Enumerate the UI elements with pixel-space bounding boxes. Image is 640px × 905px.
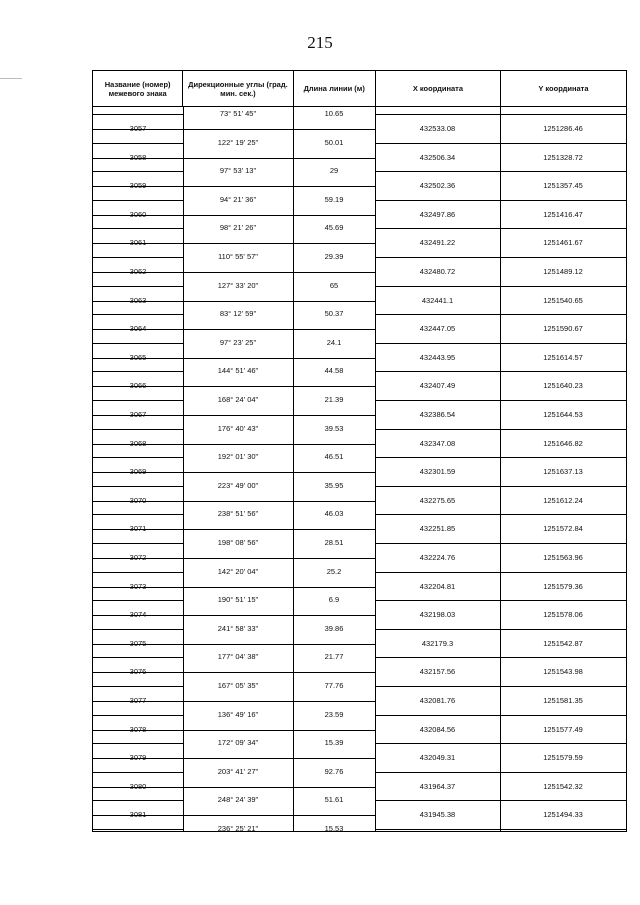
y-coordinate-cell: 1251540.65 xyxy=(543,296,583,305)
boundary-marks-table xyxy=(92,70,627,832)
row-divider xyxy=(293,186,375,187)
row-divider xyxy=(93,129,183,130)
row-divider xyxy=(93,514,183,515)
x-coordinate-cell: 432506.34 xyxy=(419,153,456,162)
directional-angle-cell: 136° 49' 16" xyxy=(217,710,259,719)
row-divider xyxy=(500,228,626,229)
y-coordinate-cell: 1251614.57 xyxy=(543,353,583,362)
mark-name-cell: 3064 xyxy=(129,324,147,333)
row-divider xyxy=(183,415,293,416)
line-length-cell: 39.53 xyxy=(324,424,344,433)
row-divider xyxy=(293,272,375,273)
y-coordinate-cell: 1251640.23 xyxy=(543,381,583,390)
x-coordinate-cell: 432251.85 xyxy=(419,524,456,533)
mark-name-cell: 3065 xyxy=(129,353,147,362)
line-length-cell: 23.59 xyxy=(324,710,344,719)
row-divider xyxy=(293,358,375,359)
row-divider xyxy=(93,472,183,473)
directional-angle-cell: 190° 51' 15" xyxy=(217,595,259,604)
x-coordinate-cell: 432502.36 xyxy=(419,181,456,190)
row-divider xyxy=(183,444,293,445)
row-divider xyxy=(375,800,500,801)
row-divider xyxy=(500,657,626,658)
row-divider xyxy=(375,686,500,687)
y-coordinate-cell: 1251563.96 xyxy=(543,553,583,562)
row-divider xyxy=(500,200,626,201)
row-divider xyxy=(183,672,293,673)
line-length-cell: 44.58 xyxy=(324,366,344,375)
line-length-cell: 77.76 xyxy=(324,681,344,690)
row-divider xyxy=(183,501,293,502)
y-coordinate-cell: 1251590.67 xyxy=(543,324,583,333)
row-divider xyxy=(375,514,500,515)
row-divider xyxy=(293,158,375,159)
x-coordinate-cell: 432497.86 xyxy=(419,210,456,219)
row-divider xyxy=(293,243,375,244)
row-divider xyxy=(293,129,375,130)
row-divider xyxy=(500,314,626,315)
row-divider xyxy=(93,343,183,344)
line-length-cell: 6.9 xyxy=(328,595,340,604)
directional-angle-cell: 167° 05' 35" xyxy=(217,681,259,690)
mark-name-cell: 3067 xyxy=(129,410,147,419)
y-coordinate-cell: 1251644.53 xyxy=(543,410,583,419)
row-divider xyxy=(375,400,500,401)
x-coordinate-cell: 432443.95 xyxy=(419,353,456,362)
mark-name-cell: 3077 xyxy=(129,696,147,705)
row-divider xyxy=(183,644,293,645)
row-divider xyxy=(183,158,293,159)
x-coordinate-cell: 432480.72 xyxy=(419,267,456,276)
row-divider xyxy=(500,257,626,258)
row-divider xyxy=(183,730,293,731)
row-divider xyxy=(375,657,500,658)
row-divider xyxy=(93,657,183,658)
row-divider xyxy=(375,629,500,630)
line-length-cell: 15.53 xyxy=(324,824,344,833)
directional-angle-cell: 97° 53' 13" xyxy=(219,166,257,175)
directional-angle-cell: 168° 24' 04" xyxy=(217,395,259,404)
mark-name-cell: 3069 xyxy=(129,467,147,476)
mark-name-cell: 3071 xyxy=(129,524,147,533)
row-divider xyxy=(500,543,626,544)
row-divider xyxy=(293,472,375,473)
row-divider xyxy=(93,501,183,502)
row-divider xyxy=(183,701,293,702)
header-y-coordinate: Y координата xyxy=(538,84,589,93)
directional-angle-cell: 110° 55' 57" xyxy=(218,252,258,261)
directional-angle-cell: 236° 25' 21" xyxy=(217,824,259,833)
directional-angle-cell: 142° 20' 04" xyxy=(217,567,259,576)
row-divider xyxy=(375,343,500,344)
y-coordinate-cell: 1251646.82 xyxy=(543,439,583,448)
x-coordinate-cell: 432224.76 xyxy=(419,553,456,562)
x-coordinate-cell: 432301.59 xyxy=(419,467,456,476)
line-length-cell: 10.65 xyxy=(324,109,344,118)
line-length-cell: 46.03 xyxy=(324,509,344,518)
row-divider xyxy=(293,730,375,731)
row-divider xyxy=(500,629,626,630)
row-divider xyxy=(375,200,500,201)
x-coordinate-cell: 432441.1 xyxy=(421,296,454,305)
row-divider xyxy=(500,743,626,744)
line-length-cell: 59.19 xyxy=(324,195,344,204)
y-coordinate-cell: 1251328.72 xyxy=(543,153,583,162)
row-divider xyxy=(93,686,183,687)
mark-name-cell: 3061 xyxy=(129,238,147,247)
x-coordinate-cell: 432407.49 xyxy=(419,381,456,390)
y-coordinate-cell: 1251581.35 xyxy=(543,696,583,705)
row-divider xyxy=(293,386,375,387)
mark-name-cell: 3063 xyxy=(129,296,147,305)
mark-name-cell: 3081 xyxy=(129,810,147,819)
row-divider xyxy=(183,386,293,387)
table-header xyxy=(92,70,627,107)
row-divider xyxy=(500,143,626,144)
row-divider xyxy=(93,730,183,731)
row-divider xyxy=(375,286,500,287)
row-divider xyxy=(375,171,500,172)
row-divider xyxy=(375,114,500,115)
row-divider xyxy=(93,186,183,187)
directional-angle-cell: 97° 23' 25" xyxy=(219,338,257,347)
mark-name-cell: 3078 xyxy=(129,725,147,734)
mark-name-cell: 3072 xyxy=(129,553,147,562)
row-divider xyxy=(375,772,500,773)
row-divider xyxy=(500,429,626,430)
mark-name-cell: 3074 xyxy=(129,610,147,619)
row-divider xyxy=(93,415,183,416)
line-length-cell: 15.39 xyxy=(324,738,344,747)
row-divider xyxy=(375,572,500,573)
directional-angle-cell: 241° 58' 33" xyxy=(217,624,259,633)
row-divider xyxy=(293,529,375,530)
row-divider xyxy=(293,558,375,559)
row-divider xyxy=(293,415,375,416)
row-divider xyxy=(93,400,183,401)
row-divider xyxy=(183,558,293,559)
line-length-cell: 46.51 xyxy=(324,452,344,461)
y-coordinate-cell: 1251542.87 xyxy=(543,639,583,648)
row-divider xyxy=(93,429,183,430)
row-divider xyxy=(500,772,626,773)
row-divider xyxy=(93,243,183,244)
row-divider xyxy=(500,457,626,458)
row-divider xyxy=(293,672,375,673)
row-divider xyxy=(93,457,183,458)
row-divider xyxy=(93,615,183,616)
mark-name-cell: 3073 xyxy=(129,582,147,591)
y-coordinate-cell: 1251286.46 xyxy=(543,124,583,133)
row-divider xyxy=(500,829,626,830)
header-line-length: Длина линии (м) xyxy=(294,71,376,106)
row-divider xyxy=(93,543,183,544)
row-divider xyxy=(93,215,183,216)
row-divider xyxy=(93,114,183,115)
line-length-cell: 65 xyxy=(329,281,339,290)
row-divider xyxy=(500,114,626,115)
line-length-cell: 28.51 xyxy=(324,538,344,547)
row-divider xyxy=(293,329,375,330)
directional-angle-cell: 203° 41' 27" xyxy=(217,767,259,776)
row-divider xyxy=(93,272,183,273)
mark-name-cell: 3059 xyxy=(129,181,147,190)
line-length-cell: 92.76 xyxy=(324,767,344,776)
row-divider xyxy=(500,686,626,687)
line-length-cell: 21.39 xyxy=(324,395,344,404)
line-length-cell: 25.2 xyxy=(326,567,342,576)
row-divider xyxy=(93,358,183,359)
y-coordinate-cell: 1251461.67 xyxy=(543,238,583,247)
y-coordinate-cell: 1251416.47 xyxy=(543,210,583,219)
row-divider xyxy=(375,314,500,315)
directional-angle-cell: 83° 12' 59" xyxy=(219,309,257,318)
x-coordinate-cell: 431964.37 xyxy=(419,782,456,791)
row-divider xyxy=(93,228,183,229)
mark-name-cell: 3076 xyxy=(129,667,147,676)
mark-name-cell: 3066 xyxy=(129,381,147,390)
header-mark-name: Название (номер) межевого знака xyxy=(93,71,183,106)
row-divider xyxy=(293,301,375,302)
row-divider xyxy=(183,243,293,244)
line-length-cell: 50.01 xyxy=(324,138,344,147)
row-divider xyxy=(293,215,375,216)
x-coordinate-cell: 432049.31 xyxy=(419,753,456,762)
row-divider xyxy=(293,815,375,816)
row-divider xyxy=(93,257,183,258)
x-coordinate-cell: 432198.03 xyxy=(419,610,456,619)
directional-angle-cell: 238° 51' 56" xyxy=(217,509,259,518)
y-coordinate-cell: 1251612.24 xyxy=(543,496,583,505)
row-divider xyxy=(93,371,183,372)
row-divider xyxy=(183,301,293,302)
row-divider xyxy=(500,572,626,573)
row-divider xyxy=(93,772,183,773)
row-divider xyxy=(183,272,293,273)
mark-name-cell: 3075 xyxy=(129,639,147,648)
row-divider xyxy=(93,529,183,530)
row-divider xyxy=(183,215,293,216)
row-divider xyxy=(500,514,626,515)
x-coordinate-cell: 432179.3 xyxy=(421,639,454,648)
row-divider xyxy=(93,701,183,702)
margin-mark xyxy=(0,78,22,79)
row-divider xyxy=(375,457,500,458)
y-coordinate-cell: 1251578.06 xyxy=(543,610,583,619)
row-divider xyxy=(375,600,500,601)
x-coordinate-cell: 432081.76 xyxy=(419,696,456,705)
directional-angle-cell: 98° 21' 26" xyxy=(219,223,257,232)
directional-angle-cell: 127° 33' 20" xyxy=(217,281,259,290)
row-divider xyxy=(93,743,183,744)
row-divider xyxy=(93,386,183,387)
row-divider xyxy=(500,171,626,172)
directional-angle-cell: 177° 04' 38" xyxy=(217,652,259,661)
mark-name-cell: 3058 xyxy=(129,153,147,162)
line-length-cell: 21.77 xyxy=(324,652,344,661)
row-divider xyxy=(293,444,375,445)
x-coordinate-cell: 432204.81 xyxy=(419,582,456,591)
row-divider xyxy=(375,829,500,830)
row-divider xyxy=(293,501,375,502)
directional-angle-cell: 172° 09' 34" xyxy=(217,738,259,747)
y-coordinate-cell: 1251489.12 xyxy=(543,267,583,276)
row-divider xyxy=(183,758,293,759)
line-length-cell: 29 xyxy=(329,166,339,175)
directional-angle-cell: 176° 40' 43" xyxy=(217,424,259,433)
y-coordinate-cell: 1251494.33 xyxy=(543,810,583,819)
row-divider xyxy=(375,543,500,544)
line-length-cell: 50.37 xyxy=(324,309,344,318)
x-coordinate-cell: 432533.08 xyxy=(419,124,456,133)
y-coordinate-cell: 1251579.36 xyxy=(543,582,583,591)
row-divider xyxy=(93,200,183,201)
row-divider xyxy=(183,472,293,473)
x-coordinate-cell: 431945.38 xyxy=(419,810,456,819)
mark-name-cell: 3070 xyxy=(129,496,147,505)
row-divider xyxy=(93,758,183,759)
row-divider xyxy=(93,486,183,487)
row-divider xyxy=(293,615,375,616)
row-divider xyxy=(93,444,183,445)
directional-angle-cell: 73° 51' 45" xyxy=(219,109,257,118)
row-divider xyxy=(375,228,500,229)
row-divider xyxy=(93,800,183,801)
row-divider xyxy=(375,715,500,716)
y-coordinate-cell: 1251543.98 xyxy=(543,667,583,676)
row-divider xyxy=(293,758,375,759)
directional-angle-cell: 94° 21' 36" xyxy=(219,195,257,204)
row-divider xyxy=(375,257,500,258)
row-divider xyxy=(293,644,375,645)
row-divider xyxy=(183,787,293,788)
x-coordinate-cell: 432386.54 xyxy=(419,410,456,419)
page-number: 215 xyxy=(307,33,333,52)
y-coordinate-cell: 1251577.49 xyxy=(543,725,583,734)
row-divider xyxy=(93,587,183,588)
row-divider xyxy=(183,529,293,530)
row-divider xyxy=(183,815,293,816)
row-divider xyxy=(375,143,500,144)
x-coordinate-cell: 432275.65 xyxy=(419,496,456,505)
x-coordinate-cell: 432157.56 xyxy=(419,667,456,676)
row-divider xyxy=(93,600,183,601)
row-divider xyxy=(183,329,293,330)
y-coordinate-cell: 1251357.45 xyxy=(543,181,583,190)
mark-name-cell: 3062 xyxy=(129,267,147,276)
directional-angle-cell: 192° 01' 30" xyxy=(217,452,259,461)
row-divider xyxy=(93,815,183,816)
row-divider xyxy=(183,615,293,616)
row-divider xyxy=(93,829,183,830)
row-divider xyxy=(375,429,500,430)
row-divider xyxy=(500,600,626,601)
row-divider xyxy=(293,701,375,702)
row-divider xyxy=(93,572,183,573)
y-coordinate-cell: 1251579.59 xyxy=(543,753,583,762)
line-length-cell: 51.61 xyxy=(324,795,344,804)
row-divider xyxy=(93,787,183,788)
directional-angle-cell: 223° 49' 00" xyxy=(217,481,259,490)
table-body xyxy=(92,107,627,832)
mark-name-cell: 3057 xyxy=(129,124,147,133)
row-divider xyxy=(375,486,500,487)
row-divider xyxy=(500,400,626,401)
row-divider xyxy=(500,286,626,287)
row-divider xyxy=(93,644,183,645)
x-coordinate-cell: 432347.08 xyxy=(419,439,456,448)
row-divider xyxy=(500,371,626,372)
mark-name-cell: 3060 xyxy=(129,210,147,219)
line-length-cell: 45.69 xyxy=(324,223,344,232)
row-divider xyxy=(375,743,500,744)
line-length-cell: 39.86 xyxy=(324,624,344,633)
y-coordinate-cell: 1251637.13 xyxy=(543,467,583,476)
row-divider xyxy=(93,301,183,302)
line-length-cell: 24.1 xyxy=(326,338,342,347)
line-length-cell: 29.39 xyxy=(324,252,344,261)
y-coordinate-cell: 1251572.84 xyxy=(543,524,583,533)
x-coordinate-cell: 432447.05 xyxy=(419,324,456,333)
y-coordinate-cell: 1251542.32 xyxy=(543,782,583,791)
mark-name-cell: 3068 xyxy=(129,439,147,448)
row-divider xyxy=(293,587,375,588)
mark-name-cell: 3080 xyxy=(129,782,147,791)
mark-name-cell: 3079 xyxy=(129,753,147,762)
row-divider xyxy=(93,672,183,673)
header-directional-angles: Дирекционные углы (град. мин. сек.) xyxy=(183,71,293,106)
x-coordinate-cell: 432491.22 xyxy=(419,238,456,247)
row-divider xyxy=(500,343,626,344)
row-divider xyxy=(500,486,626,487)
row-divider xyxy=(183,587,293,588)
directional-angle-cell: 248° 24' 39" xyxy=(217,795,259,804)
row-divider xyxy=(500,715,626,716)
row-divider xyxy=(375,371,500,372)
x-coordinate-cell: 432084.56 xyxy=(419,725,456,734)
row-divider xyxy=(93,314,183,315)
row-divider xyxy=(93,171,183,172)
row-divider xyxy=(93,286,183,287)
directional-angle-cell: 122° 19' 25" xyxy=(217,138,259,147)
row-divider xyxy=(183,186,293,187)
line-length-cell: 35.95 xyxy=(324,481,344,490)
row-divider xyxy=(500,800,626,801)
row-divider xyxy=(93,558,183,559)
row-divider xyxy=(93,629,183,630)
header-x-coordinate: X координата xyxy=(376,71,501,106)
row-divider xyxy=(293,787,375,788)
directional-angle-cell: 144° 51' 46" xyxy=(217,366,259,375)
row-divider xyxy=(93,715,183,716)
row-divider xyxy=(93,143,183,144)
row-divider xyxy=(183,129,293,130)
row-divider xyxy=(93,329,183,330)
row-divider xyxy=(183,358,293,359)
directional-angle-cell: 198° 08' 56" xyxy=(217,538,259,547)
row-divider xyxy=(93,158,183,159)
